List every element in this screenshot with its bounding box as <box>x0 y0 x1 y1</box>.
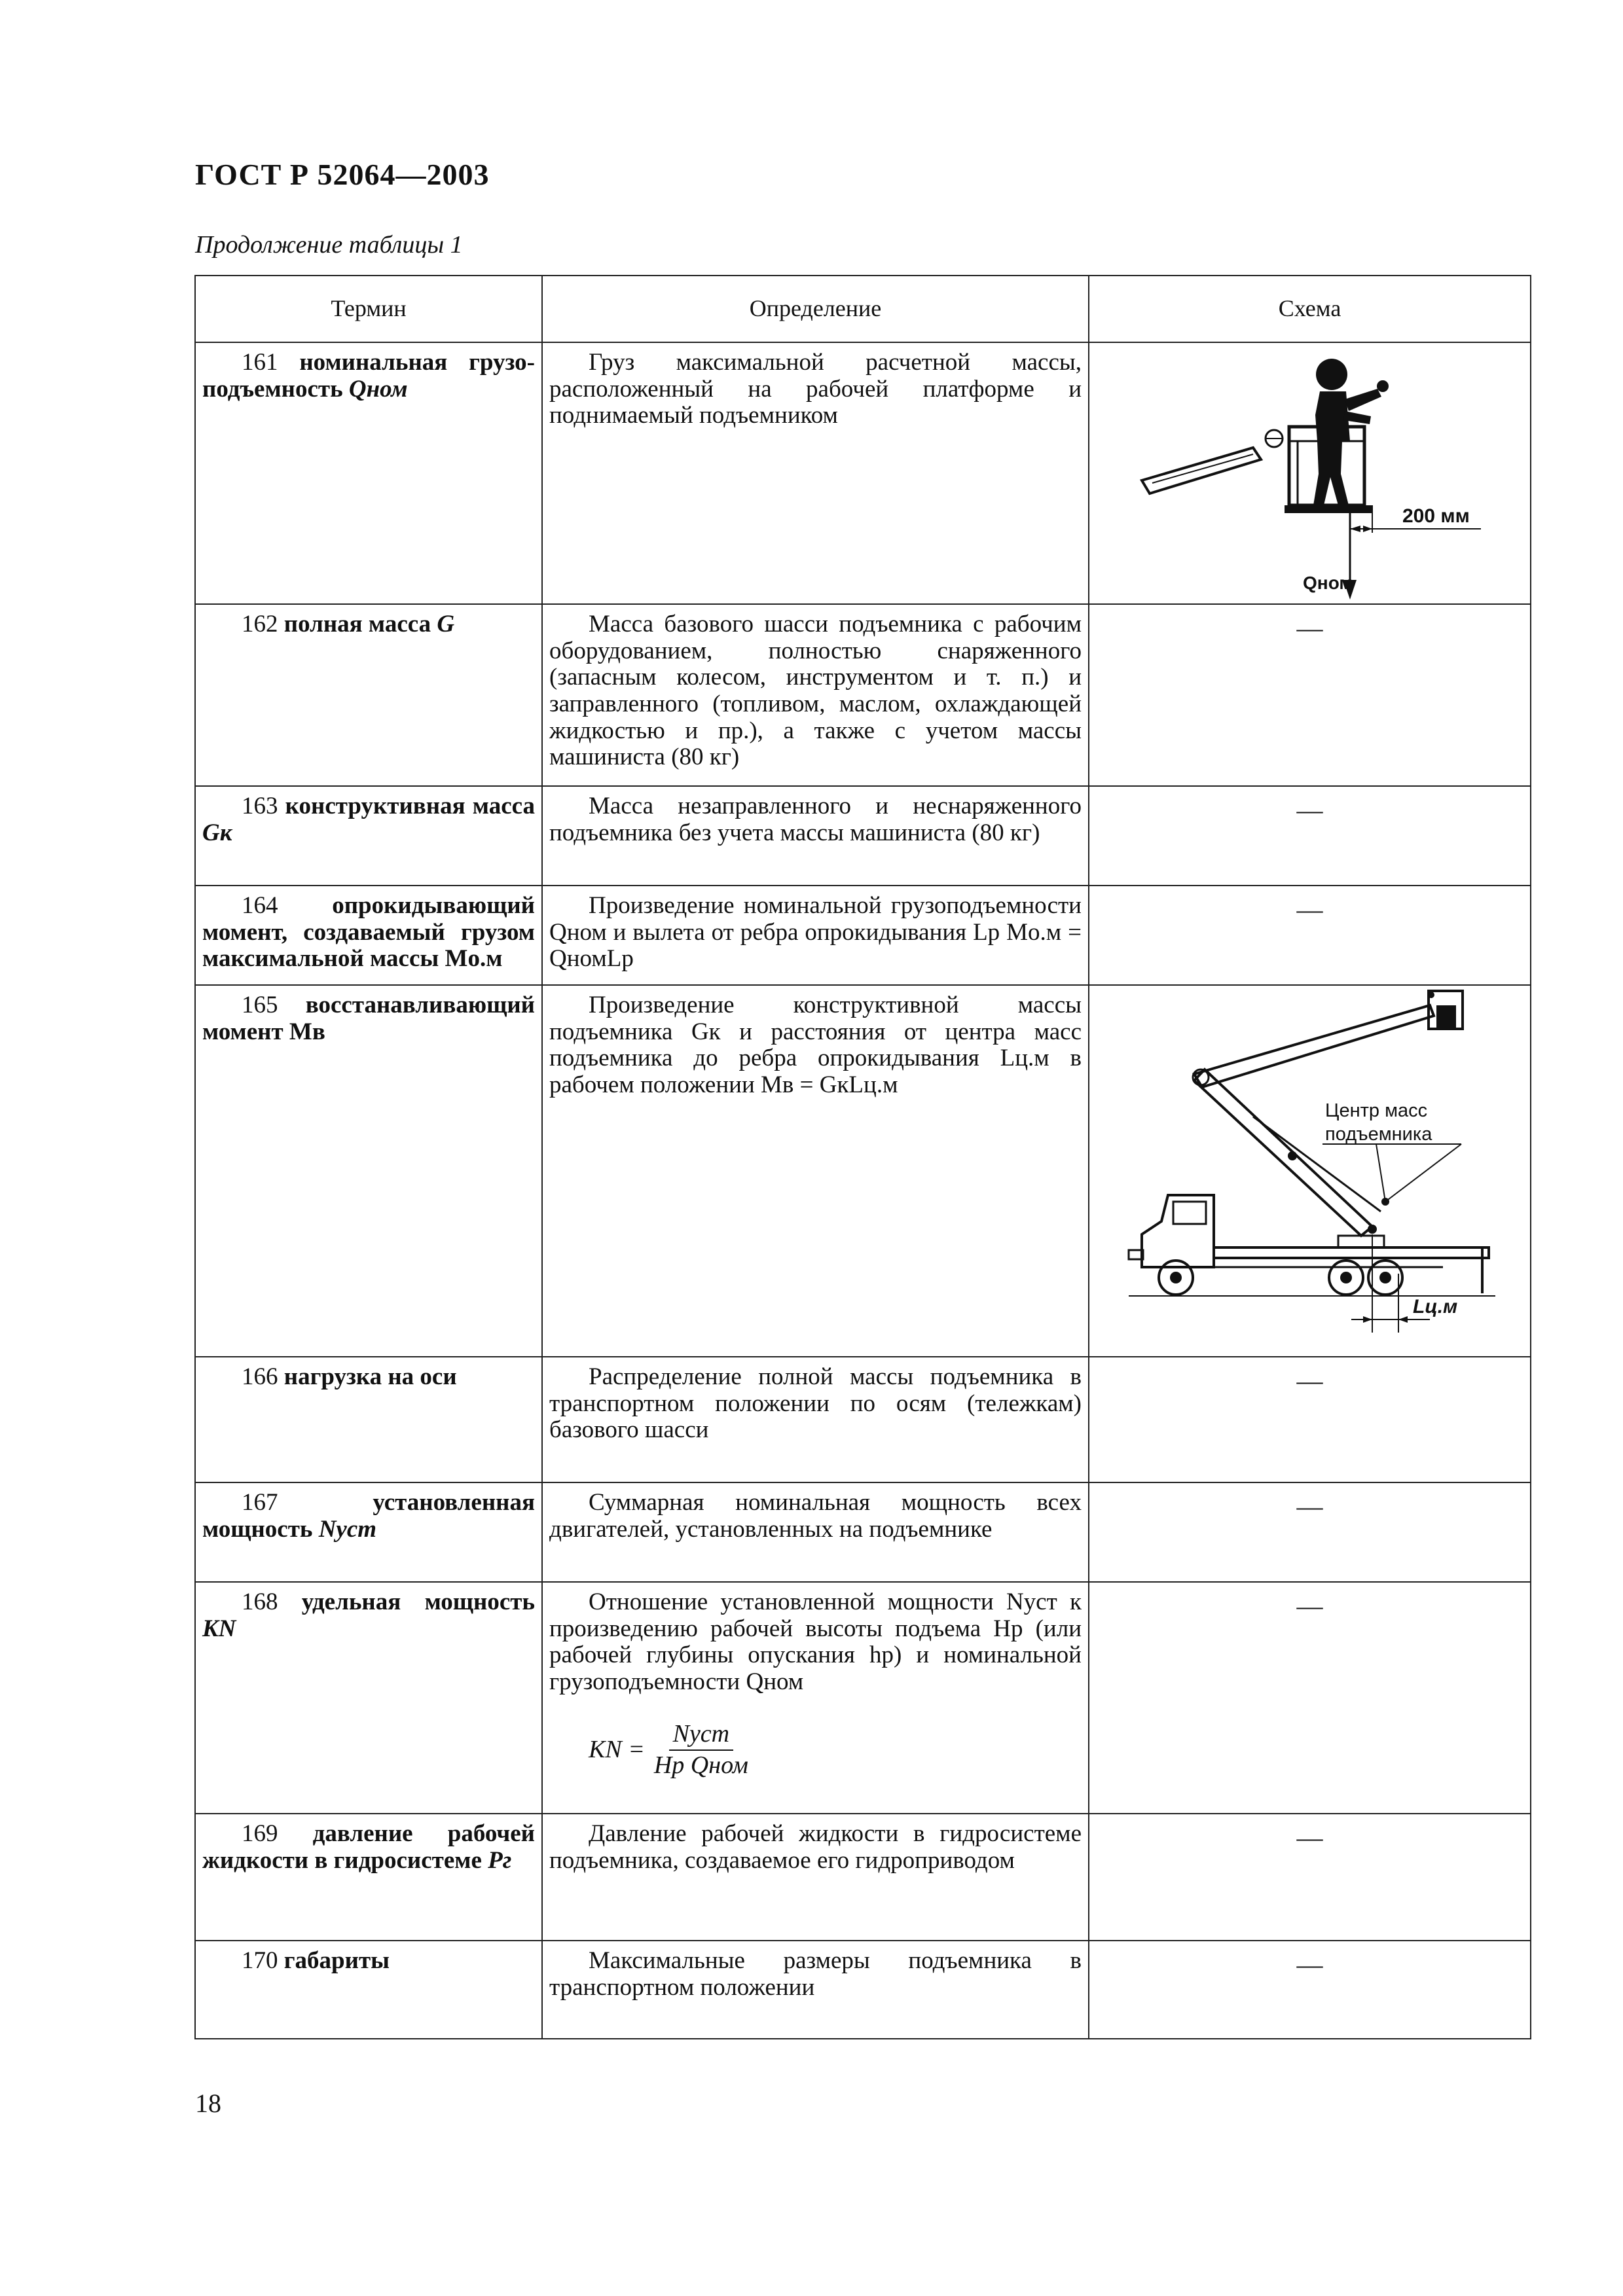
dimension-label: 200 мм <box>1402 505 1470 527</box>
term-cell: 162 полная масса G <box>195 604 542 786</box>
scheme-dash: — <box>1089 786 1531 886</box>
formula-fraction <box>654 1721 748 1780</box>
definition-cell: Груз максимальной расчетной массы, расположенный на рабочей платформе и поднимаемый подъемником <box>542 342 1089 604</box>
table-row <box>195 1941 1531 2039</box>
definition-cell: Масса незаправленного и неснаряженного подъемника без учета массы машиниста (80 кг) <box>542 786 1089 886</box>
definition-cell <box>542 1582 1089 1814</box>
definition-cell: Давление рабочей жидкости в гидросистеме подъемника, создаваемое его гидроприводом <box>542 1814 1089 1941</box>
terms-table <box>194 275 1531 2039</box>
term-cell: 165 восстанавливающий момент Mв <box>195 985 542 1357</box>
page-number: 18 <box>195 2089 221 2118</box>
column-header-scheme: Схема <box>1089 276 1531 342</box>
term-cell: 161 номинальная грузо-подъемность Qном <box>195 342 542 604</box>
table-row <box>195 886 1531 985</box>
scheme-dash: — <box>1089 604 1531 786</box>
formula-denominator: Hр Qном <box>653 1751 748 1779</box>
center-of-mass-label-2: подъемника <box>1325 1124 1432 1145</box>
definition-cell: Максимальные размеры подъемника в транспортном положении <box>542 1941 1089 2039</box>
scheme-dash: — <box>1089 1941 1531 2039</box>
scheme-dash: — <box>1089 1357 1531 1482</box>
table-row <box>195 985 1531 1357</box>
table-row <box>195 1582 1531 1814</box>
term-cell: 170 габариты <box>195 1941 542 2039</box>
table-row <box>195 1482 1531 1582</box>
formula-numerator: Nуст <box>669 1721 734 1751</box>
lcm-dimension-label: Lц.м <box>1413 1296 1458 1318</box>
term-cell: 164 опрокидывающий момент, создаваемый грузом максимальной массы Mо.м <box>195 886 542 985</box>
platform-load-diagram <box>1089 343 1531 603</box>
specific-power-formula <box>589 1721 1082 1780</box>
definition-cell: Распределение полной массы подъемника в транспортном положении по осям (тележкам) базового шасси <box>542 1357 1089 1482</box>
table-row <box>195 604 1531 786</box>
definition-cell: Суммарная номинальная мощность всех двигателей, установленных на подъемнике <box>542 1482 1089 1582</box>
document-code: ГОСТ Р 52064—2003 <box>195 158 490 191</box>
table-continuation-caption: Продолжение таблицы 1 <box>195 231 463 259</box>
term-cell: 166 нагрузка на оси <box>195 1357 542 1482</box>
table-header-row <box>195 276 1531 342</box>
scheme-cell <box>1089 985 1531 1357</box>
table-row <box>195 342 1531 604</box>
table-row <box>195 1357 1531 1482</box>
column-header-definition: Определение <box>542 276 1089 342</box>
center-of-mass-label: Центр масс <box>1325 1100 1428 1121</box>
scheme-dash: — <box>1089 1582 1531 1814</box>
scheme-dash: — <box>1089 1814 1531 1941</box>
term-cell: 167 установленная мощность Nуст <box>195 1482 542 1582</box>
definition-cell: Произведение номинальной грузоподъемности Qном и вылета от ребра опрокидывания Lр Mо.м = QномLр <box>542 886 1089 985</box>
scheme-cell <box>1089 342 1531 604</box>
scheme-dash: — <box>1089 1482 1531 1582</box>
term-cell: 163 конструктивная масса Gк <box>195 786 542 886</box>
column-header-term: Термин <box>195 276 542 342</box>
table-row <box>195 786 1531 886</box>
formula-lhs: KN = <box>589 1735 645 1763</box>
definition-text: Отношение установленной мощности Nуст к произведению рабочей высоты подъема Hр (или рабочей глубины опускания hр) и номинальной грузоподъемности Qном <box>549 1588 1082 1696</box>
definition-cell: Масса базового шасси подъемника с рабочим оборудованием, полностью снаряженного (запасным колесом, инструментом и т. п.) и заправленного (топливом, маслом, охлаждающей жидкостью и пр.), а также с учетом массы машиниста (80 кг) <box>542 604 1089 786</box>
term-cell: 169 давление рабочей жидкости в гидросистеме Pг <box>195 1814 542 1941</box>
aerial-lift-truck-diagram <box>1089 986 1531 1356</box>
table-row <box>195 1814 1531 1941</box>
scheme-dash: — <box>1089 886 1531 985</box>
definition-cell: Произведение конструктивной массы подъемника Gк и расстояния от центра масс подъемника до ребра опрокидывания Lц.м в рабочем положении Mв = GкLц.м <box>542 985 1089 1357</box>
load-label: Qном <box>1303 573 1353 593</box>
term-cell: 168 удельная мощность KN <box>195 1582 542 1814</box>
